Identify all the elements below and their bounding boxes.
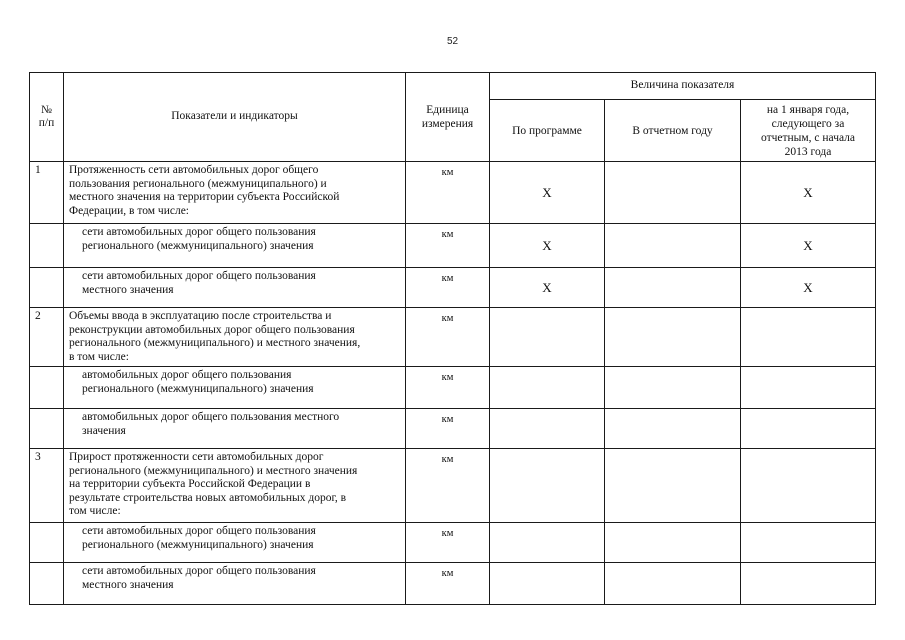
row-by-program [490,523,605,563]
row-next-year [741,367,876,409]
row-by-program [490,449,605,523]
row-unit: км [406,268,490,308]
row-by-program [490,367,605,409]
row-by-program [490,308,605,367]
row-indicator: автомобильных дорог общего пользования регионального (межмуниципального) значения [64,367,406,409]
row-by-program: Х [490,268,605,308]
table-row [30,367,876,409]
header-unit: Единица измерения [406,73,490,162]
row-next-year [741,563,876,605]
row-next-year [741,409,876,449]
row-indicator: Прирост протяженности сети автомобильных дорог регионального (межмуниципального) и местного значения на территории субъекта Российской Федерации в результате строительства новых автомобильных дорог, в том числе: [64,449,406,523]
row-reporting-year [605,162,741,224]
row-next-year: Х [741,268,876,308]
table-row [30,449,876,523]
row-indicator: сети автомобильных дорог общего пользования регионального (межмуниципального) значения [64,224,406,268]
row-reporting-year [605,224,741,268]
header-value-group: Величина показателя [490,73,876,100]
row-indicator: Объемы ввода в эксплуатацию после строительства и реконструкции автомобильных дорог общего пользования регионального (межмуниципального) и местного значения, в том числе: [64,308,406,367]
row-unit: км [406,162,490,224]
row-unit: км [406,563,490,605]
row-next-year [741,523,876,563]
row-number [30,523,64,563]
row-indicator: сети автомобильных дорог общего пользования местного значения [64,563,406,605]
row-reporting-year [605,563,741,605]
table-row [30,268,876,308]
indicators-table [29,72,876,605]
row-next-year: Х [741,224,876,268]
row-number: 3 [30,449,64,523]
table-row [30,523,876,563]
row-number [30,224,64,268]
row-number [30,563,64,605]
row-number: 1 [30,162,64,224]
header-indicator: Показатели и индикаторы [64,73,406,162]
row-number [30,367,64,409]
row-next-year: Х [741,162,876,224]
row-reporting-year [605,308,741,367]
row-reporting-year [605,449,741,523]
row-unit: км [406,367,490,409]
header-next-year: на 1 января года, следующего за отчетным, с начала 2013 года [741,100,876,162]
row-next-year [741,308,876,367]
table-row [30,162,876,224]
row-by-program: Х [490,162,605,224]
table-row [30,308,876,367]
row-number [30,409,64,449]
page-number: 52 [446,36,459,47]
row-indicator: сети автомобильных дорог общего пользования местного значения [64,268,406,308]
row-number: 2 [30,308,64,367]
header-reporting-year: В отчетном году [605,100,741,162]
header-number: № п/п [30,73,64,162]
row-indicator: сети автомобильных дорог общего пользования регионального (межмуниципального) значения [64,523,406,563]
row-next-year [741,449,876,523]
header-by-program: По программе [490,100,605,162]
table-row [30,409,876,449]
row-reporting-year [605,523,741,563]
row-reporting-year [605,367,741,409]
row-by-program [490,563,605,605]
table-row [30,563,876,605]
row-number [30,268,64,308]
row-indicator: автомобильных дорог общего пользования местного значения [64,409,406,449]
row-unit: км [406,308,490,367]
row-by-program [490,409,605,449]
row-indicator: Протяженность сети автомобильных дорог общего пользования регионального (межмуниципального) и местного значения на территории субъекта Российской Федерации, в том числе: [64,162,406,224]
row-unit: км [406,224,490,268]
row-unit: км [406,449,490,523]
row-unit: км [406,409,490,449]
table-row [30,224,876,268]
row-reporting-year [605,409,741,449]
row-unit: км [406,523,490,563]
row-reporting-year [605,268,741,308]
row-by-program: Х [490,224,605,268]
